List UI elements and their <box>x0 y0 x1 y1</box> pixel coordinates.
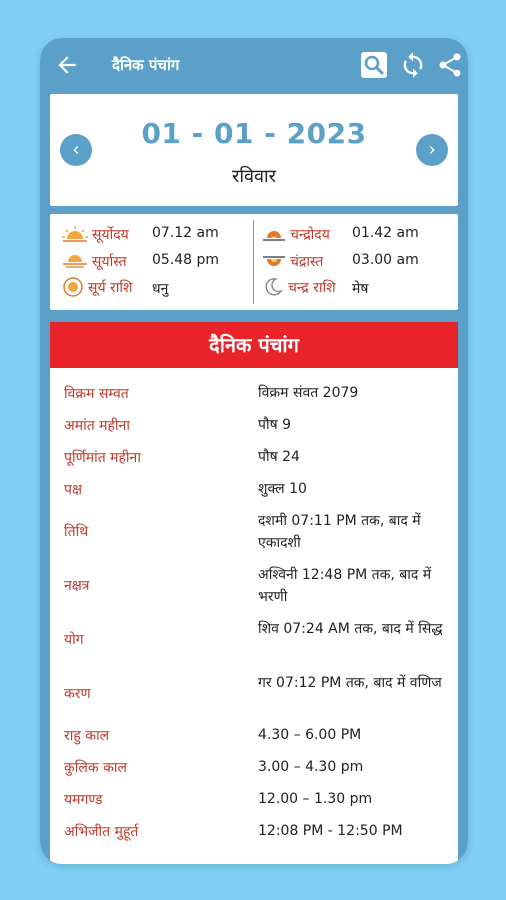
page-title: दैनिक पंचांग <box>112 56 180 74</box>
search-icon[interactable] <box>360 51 388 79</box>
row-value: 12:08 PM - 12:50 PM <box>258 823 403 839</box>
row-value: पौष 9 <box>258 417 292 433</box>
row-label: कुलिक काल <box>64 760 127 776</box>
share-icon[interactable] <box>436 51 464 79</box>
sunset-row <box>62 250 127 272</box>
sunrise-icon <box>62 225 88 243</box>
sunset-label: सूर्यास्त <box>92 253 127 270</box>
app-bar <box>40 38 468 92</box>
row-label: यमगण्ड <box>64 792 103 808</box>
row-value: अश्विनी 12:48 PM तक, बाद में भरणी <box>258 567 432 605</box>
row-value: पौष 24 <box>258 449 300 465</box>
row-value: शिव 07:24 AM तक, बाद में सिद्ध <box>258 621 443 637</box>
row-value: दशमी 07:11 PM तक, बाद में एकादशी <box>258 513 421 551</box>
row-value: 4.30 – 6.00 PM <box>258 727 362 743</box>
panchang-heading: दैनिक पंचांग <box>50 322 458 368</box>
moonset-icon <box>262 252 286 270</box>
row-label: नक्षत्र <box>64 578 90 594</box>
weekday-label: रविवार <box>231 166 277 187</box>
sunset-value: 05.48 pm <box>152 252 220 268</box>
back-arrow-icon[interactable] <box>54 52 80 78</box>
sun-sign-value: धनु <box>152 281 169 297</box>
row-value: गर 07:12 PM तक, बाद में वणिज <box>258 675 442 691</box>
row-label: अभिजीत मुहूर्त <box>64 824 139 840</box>
phone-frame <box>40 38 468 864</box>
moonset-row <box>262 250 323 272</box>
moon-sign-value: मेष <box>352 281 369 297</box>
row-value: 3.00 – 4.30 pm <box>258 759 364 775</box>
sun-moon-card <box>50 214 458 310</box>
row-label: पूर्णिमांत महीना <box>64 450 141 466</box>
row-label: करण <box>64 686 91 702</box>
sun-sign-label: सूर्य राशि <box>88 279 133 296</box>
sunset-icon <box>62 252 88 270</box>
moonset-value: 03.00 am <box>352 252 419 268</box>
row-value: 12.00 – 1.30 pm <box>258 791 373 807</box>
moonrise-row <box>262 223 330 245</box>
row-label: अमांत महीना <box>64 418 130 434</box>
panchang-card <box>50 322 458 864</box>
sunrise-label: सूर्योदय <box>92 226 129 243</box>
refresh-icon[interactable] <box>399 51 427 79</box>
row-label: पक्ष <box>64 482 82 498</box>
row-value: विक्रम संवत 2079 <box>258 385 359 401</box>
moonrise-value: 01.42 am <box>352 225 419 241</box>
sun-sign-icon <box>62 276 84 298</box>
moon-sign-row <box>262 276 336 298</box>
moonrise-icon <box>262 225 286 243</box>
row-label: राहु काल <box>64 728 110 744</box>
moon-sign-label: चन्द्र राशि <box>288 279 336 296</box>
sunrise-row <box>62 223 129 245</box>
next-date-button[interactable] <box>416 134 448 166</box>
app-screen <box>40 38 468 864</box>
sun-sign-row <box>62 276 133 298</box>
row-label: तिथि <box>64 524 89 540</box>
row-label: योग <box>64 632 84 648</box>
row-value: शुक्ल 10 <box>258 481 307 497</box>
moon-sign-icon <box>262 276 284 298</box>
column-divider <box>253 220 254 304</box>
date-display[interactable]: 01 - 01 - 2023 <box>141 117 367 150</box>
moonrise-label: चन्द्रोदय <box>290 226 330 243</box>
sunrise-value: 07.12 am <box>152 225 219 241</box>
date-card <box>50 94 458 206</box>
row-label: विक्रम सम्वत <box>64 386 129 402</box>
moonset-label: चंद्रास्त <box>290 253 324 270</box>
chevron-right-icon <box>424 142 440 158</box>
